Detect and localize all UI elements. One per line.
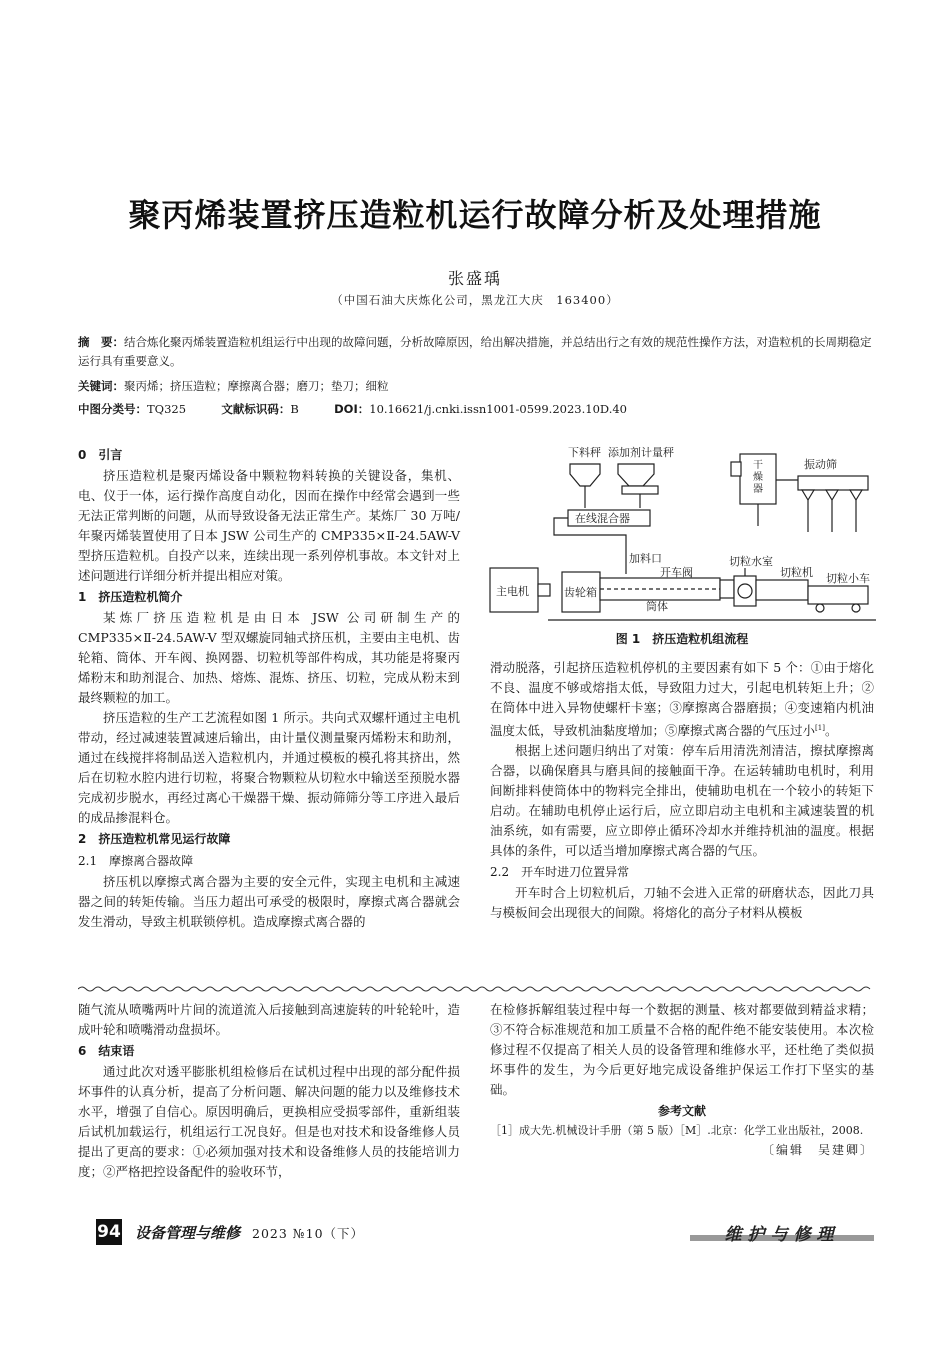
subsection-heading-clutch: 2.1 摩擦离合器故障 [78, 854, 194, 868]
label-feed-scale: 下料秤 [568, 446, 601, 459]
label-barrel: 筒体 [646, 600, 668, 613]
section-name: 维护与修理 [724, 1225, 840, 1245]
coupling [538, 584, 550, 596]
cart-wheel [852, 604, 860, 612]
feed-scale-hopper [570, 464, 600, 486]
screen-chute [850, 490, 862, 500]
references-heading: 参考文献 [657, 1104, 706, 1118]
doi-label: DOI： [334, 402, 370, 416]
label-main-motor: 主电机 [496, 585, 529, 598]
wavy-divider [78, 984, 874, 994]
section-heading-conclusion: 6 结束语 [78, 1044, 135, 1058]
label-inline-mixer: 在线混合器 [575, 512, 630, 525]
pelletizer-cart [808, 586, 868, 604]
label-pelletizer-cart: 切粒小车 [826, 572, 870, 585]
section-heading-overview: 1 挤压造粒机简介 [78, 590, 183, 604]
additive-scale-hopper [618, 464, 654, 486]
label-pelletizer: 切粒机 [780, 566, 813, 579]
paragraph: 开车时合上切粒机后，刀轴不会进入正常的研磨状态，因此刀具与模板间会出现很大的间隙。将熔化的高分子材料从模板 [490, 885, 874, 921]
label-cutting-water-chamber: 切粒水室 [729, 555, 773, 568]
screen-chute [826, 490, 838, 500]
label-vibrating-screen: 振动筛 [804, 458, 837, 471]
keywords-text: 聚丙烯；挤压造粒；摩擦离合器；磨刀；垫刀；细粒 [124, 379, 389, 393]
pelletizer [756, 580, 808, 600]
doc-code-value: B [290, 402, 299, 416]
author: 张盛瑀 [447, 269, 502, 288]
label-additive-scale: 添加剂计量秤 [608, 446, 674, 459]
paragraph: 随气流从喷嘴两叶片间的流道流入后接触到高速旋转的叶轮轮叶，造成叶轮和喷嘴滑动盘损坏。 [78, 1002, 460, 1037]
paragraph [490, 658, 874, 741]
paragraph: 通过此次对透平膨胀机组检修后在试机过程中出现的部分配件损坏事件的认真分析，提高了分析问题、解决问题的能力以及维修技术水平，增强了自信心。原因明确后，更换相应受损零部件，重新组装后试机加载运行，机组运行工况良好。但是也对技术和设备维修人员提出了更高的要求：①必须加强对技术和设备维修人员的技能培训力度；②严格把控设备配件的验收环节， [78, 1064, 460, 1179]
article-title: 聚丙烯装置挤压造粒机运行故障分析及处理措施 [128, 196, 822, 234]
subsection-heading-cutter: 2.2 开车时进刀位置异常 [490, 865, 630, 880]
screen-chute [802, 490, 814, 500]
label-dryer: 干燥器 [753, 460, 763, 495]
clc-value: TQ325 [147, 402, 187, 416]
classification-line [78, 400, 878, 419]
page-number: 94 [96, 1219, 122, 1245]
paragraph: 某炼厂挤压造粒机是由日本 JSW 公司研制生产的 CMP335×Ⅱ-24.5AW-V 型双螺旋同轴式挤压机，主要由主电机、齿轮箱、筒体、开车阀、换网器、切粒机等部件构成，其功能是将聚丙烯粉末和助剂混合、加热、熔炼、混炼、挤压、切粒，完成从粉末到最终颗粒的加工。 [78, 610, 460, 705]
issue-number: 2023 №10（下） [252, 1226, 365, 1241]
clc-label: 中图分类号： [78, 402, 147, 416]
cart-wheel [816, 604, 824, 612]
start-valve [720, 580, 734, 598]
right-column [490, 658, 874, 923]
paragraph: 在检修拆解组装过程中每一个数据的测量、核对都要做到精益求精；③不符合标准规范和加工质量不合格的配件绝不能安装使用。本次检修过程不仅提高了相关人员的设备管理和维修水平，还杜绝了类似损坏事件的发生，为今后更好地完成设备维护保运工作打下坚实的基础。 [490, 1002, 874, 1097]
bottom-right-column [490, 1000, 874, 1160]
citation: [1] [815, 724, 825, 732]
paragraph: 挤压造粒的生产工艺流程如图 1 所示。共向式双螺杆通过主电机带动，经过减速装置减速后输出，由计量仪测量聚丙烯粉末和助剂，通过在线搅拌将制品送入造粒机内，并通过模板的模孔将其挤出，然后在切粒水腔内进行切粒，将聚合物颗粒从切粒水中输送至预脱水器完成初步脱水，再经过离心干燥器干燥、振动筛筛分等工序进入最后的成品掺混料仓。 [78, 710, 460, 825]
label-gearbox: 齿轮箱 [564, 586, 597, 599]
paragraph: 根据上述问题归纳出了对策：停车后用清洗剂清洁，擦拭摩擦离合器，以确保磨具与磨具间的接触面干净。在运转辅助电机时，利用间断排料使筒体中的物料完全排出，使辅助电机在一个较小的转矩下启动。在辅助电机停止运行后，应立即启动主电机和主减速装置的机油系统，如有需要，应立即停止循环冷却水并维持机油的温度。根据具体的条件，可以适当增加摩擦式离合器的气压。 [490, 743, 874, 859]
dryer-inlet [731, 462, 741, 476]
additive-screw-feeder [622, 486, 658, 494]
reference-item: ［1］成大先.机械设计手册（第 5 版）［M］.北京：化学工业出版社，2008. [490, 1124, 864, 1137]
doi-value: 10.16621/j.cnki.issn1001-0599.2023.10D.40 [369, 402, 627, 416]
abstract-text: 结合炼化聚丙烯装置造粒机组运行中出现的故障问题，分析故障原因，给出解决措施，并总结出行之有效的规范性操作方法，对造粒机的长周期稳定运行具有重要意义。 [78, 335, 872, 368]
section-heading-intro: 0 引言 [78, 448, 123, 462]
process-flow-diagram [488, 440, 878, 625]
label-feed-port: 加料口 [629, 552, 662, 565]
section-heading-faults: 2 挤压造粒机常见运行故障 [78, 832, 231, 846]
paragraph-end: 。 [824, 723, 838, 739]
label-start-valve: 开车阀 [660, 566, 693, 579]
left-column [78, 444, 460, 932]
journal-name: 设备管理与维修 [135, 1224, 241, 1242]
keywords [78, 377, 878, 396]
paragraph: 挤压机以摩擦式离合器为主要的安全元件，实现主电机和主减速器之间的转矩传输。当压力超出可承受的极限时，摩擦式离合器就会发生滑动，导致主机联锁停机。造成摩擦式离合器的 [78, 874, 460, 929]
doc-code-label: 文献标识码： [221, 402, 291, 416]
abstract [78, 333, 878, 371]
paragraph-text: 滑动脱落，引起挤压造粒机停机的主要因素有如下 5 个：①由于熔化不良、温度不够或熔指太低，导致阻力过大，引起电机转矩上升；②在筒体中进入异物使螺杆卡塞；③摩擦离合器磨损；④变速箱内机油温度太低，导致机油黏度增加；⑤摩擦式离合器的气压过小 [490, 660, 874, 739]
editor-note: 〔编辑 吴建卿〕 [761, 1143, 874, 1157]
affiliation: （中国石油大庆炼化公司，黑龙江大庆 163400） [331, 293, 619, 307]
bottom-left-column [78, 1000, 460, 1182]
paragraph: 挤压造粒机是聚丙烯设备中颗粒物料转换的关键设备，集机、电、仪于一体，运行操作高度自动化，因而在操作中经常会遇到一些无法正常判断的问题，从而导致设备无法正常生产。某炼厂 30 万吨/年聚丙烯装置使用了日本 JSW 公司生产的 CMP335×Ⅱ-24.5AW-V 型挤压造粒机。自投产以来，连续出现一系列停机事故。本文针对上述问题进行详细分析并提出相应对策。 [78, 468, 460, 583]
figure-caption: 图 1 挤压造粒机组流程 [615, 632, 749, 646]
vibrating-screen [798, 476, 868, 490]
keywords-label: 关键词： [78, 379, 124, 393]
die-plate [738, 584, 752, 598]
abstract-label: 摘 要： [78, 335, 124, 349]
